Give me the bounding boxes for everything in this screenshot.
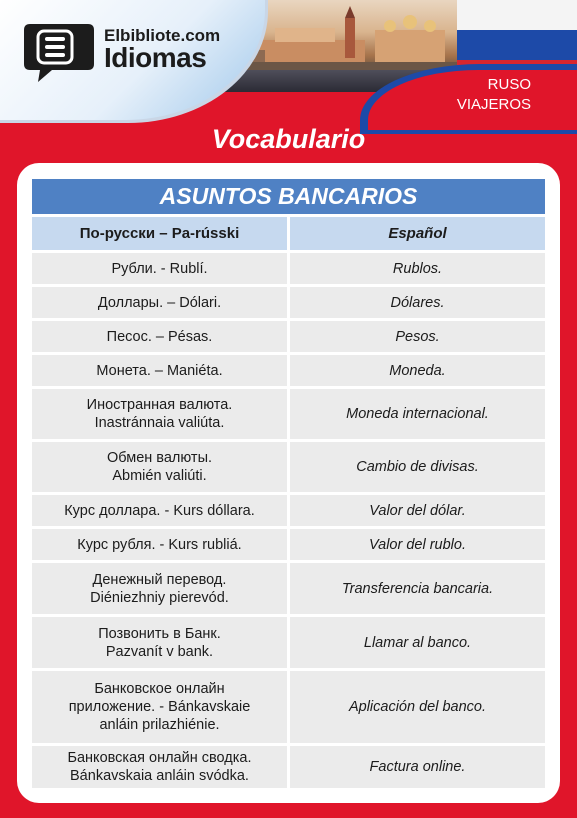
russian-cell: Песос. – Pésas. xyxy=(32,321,287,352)
russian-cell: Денежный перевод. Diéniezhniy pierevód. xyxy=(32,563,287,614)
russian-cell: Курс доллара. - Kurs dóllara. xyxy=(32,495,287,526)
flag-stripe-blue xyxy=(457,30,577,60)
spanish-cell: Pesos. xyxy=(290,321,545,352)
spanish-cell: Factura online. xyxy=(290,746,545,788)
table-row xyxy=(32,253,545,284)
page-title: Vocabulario xyxy=(211,124,366,154)
table-row xyxy=(32,389,545,439)
column-header-spanish: Español xyxy=(290,217,545,250)
table-row xyxy=(32,671,545,743)
brand-name: Idiomas xyxy=(104,42,207,73)
table-row xyxy=(32,563,545,614)
russian-cell: Монета. – Maniéta. xyxy=(32,355,287,386)
flag-stripe-white xyxy=(457,0,577,30)
column-header-russian: По-русски – Pa-rússki xyxy=(32,217,287,250)
table-row xyxy=(32,617,545,668)
russian-cell: Доллары. – Dólari. xyxy=(32,287,287,318)
spanish-cell: Rublos. xyxy=(290,253,545,284)
book-speech-bubble-icon xyxy=(22,20,96,84)
spanish-cell: Llamar al banco. xyxy=(290,617,545,668)
spanish-cell: Moneda internacional. xyxy=(290,389,545,439)
tag-audience: VIAJEROS xyxy=(456,96,531,113)
table-row xyxy=(32,442,545,492)
table-row xyxy=(32,287,545,318)
tag-language: RUSO xyxy=(487,76,531,93)
russian-cell: Обмен валюты. Abmién valiúti. xyxy=(32,442,287,492)
table-row xyxy=(32,321,545,352)
spanish-cell: Transferencia bancaria. xyxy=(290,563,545,614)
spanish-cell: Aplicación del banco. xyxy=(290,671,545,743)
russian-cell: Позвонить в Банк. Pazvanít v bank. xyxy=(32,617,287,668)
spanish-cell: Cambio de divisas. xyxy=(290,442,545,492)
spanish-cell: Dólares. xyxy=(290,287,545,318)
brand-site: Elbibliote.com xyxy=(104,26,221,45)
russian-cell: Банковская онлайн сводка. Bánkavskaia anláin svódka. xyxy=(32,746,287,788)
spanish-cell: Valor del dólar. xyxy=(290,495,545,526)
russian-cell: Курс рубля. - Kurs rubliá. xyxy=(32,529,287,560)
russian-cell: Банковское онлайн приложение. - Bánkavskaie anláin prilazhiénie. xyxy=(32,671,287,743)
table-row xyxy=(32,355,545,386)
table-row xyxy=(32,495,545,526)
table-title: ASUNTOS BANCARIOS xyxy=(32,179,545,214)
spanish-cell: Moneda. xyxy=(290,355,545,386)
table-row xyxy=(32,746,545,788)
russian-cell: Иностранная валюта. Inastránnaia valiúta. xyxy=(32,389,287,439)
vocabulary-table xyxy=(32,253,545,791)
russian-cell: Рубли. - Rublí. xyxy=(32,253,287,284)
table-row xyxy=(32,529,545,560)
spanish-cell: Valor del rublo. xyxy=(290,529,545,560)
